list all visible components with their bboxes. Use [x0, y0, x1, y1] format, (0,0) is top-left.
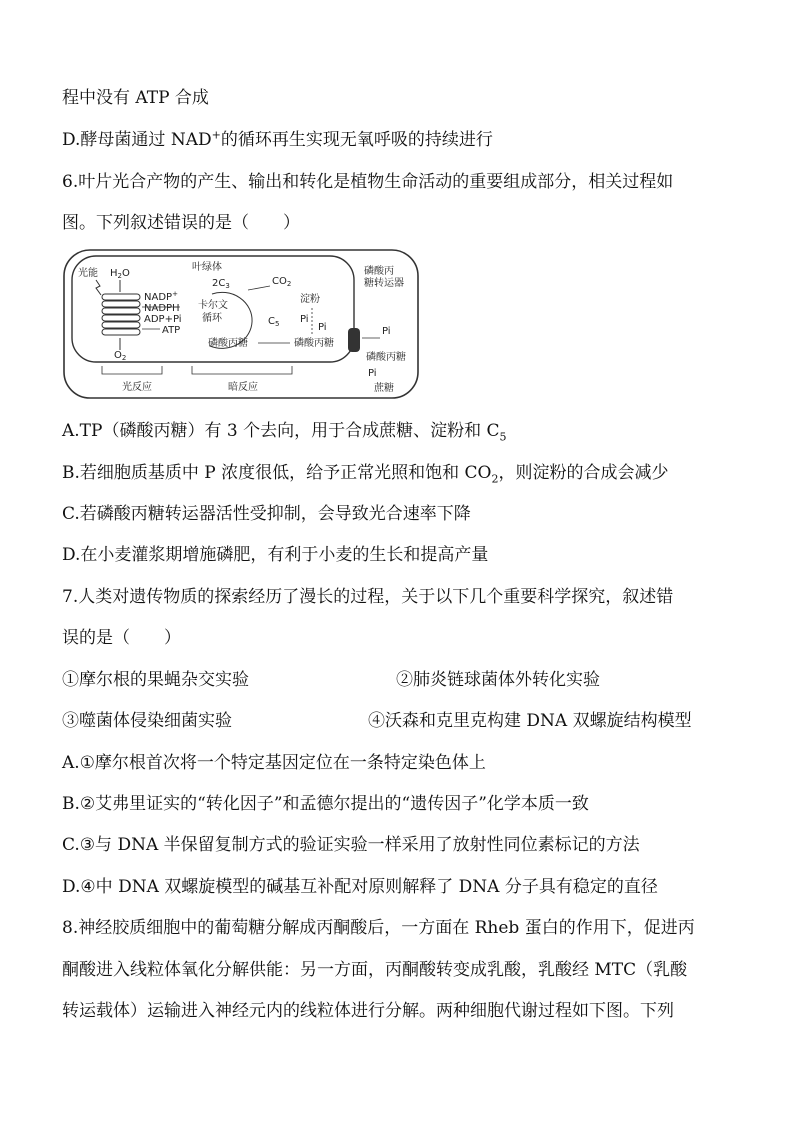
label-c3: $2C_3$: [212, 278, 230, 290]
label-pi-3: Pi: [382, 326, 391, 337]
label-adp: ADP+Pi: [144, 314, 182, 325]
label-tp-cyto: 磷酸丙糖: [366, 352, 406, 363]
option-6A: A.TP（磷酸丙糖）有 3 个去向，用于合成蔗糖、淀粉和 $C_5$: [62, 421, 507, 444]
label-pi-1: Pi: [300, 314, 309, 325]
option-7D: D.④中 DNA 双螺旋模型的碱基互补配对原则解释了 DNA 分子具有稳定的直径: [62, 877, 658, 897]
label-starch: 淀粉: [300, 294, 320, 305]
label-chloroplast: 叶绿体: [192, 262, 222, 273]
question-6-stem-cont: 图。下列叙述错误的是（ ）: [62, 213, 300, 233]
label-tp-out: 磷酸丙糖: [294, 338, 334, 349]
experiment-2: ②肺炎链球菌体外转化实验: [396, 670, 600, 690]
label-h2o: $H_2O$: [110, 268, 130, 280]
label-calvin-2: 循环: [202, 313, 222, 324]
label-transporter-1: 磷酸丙: [364, 266, 394, 277]
option-6B: B.若细胞质基质中 P 浓度很低，给予正常光照和饱和 $CO_2$，则淀粉的合成会减少: [62, 463, 669, 486]
photosynthesis-diagram: [62, 246, 422, 402]
label-nadph: NADPH: [144, 303, 180, 314]
question-8-stem-cont-1: 酮酸进入线粒体氧化分解供能：另一方面，丙酮酸转变成乳酸，乳酸经 MTC（乳酸: [62, 960, 688, 980]
light-arrow-icon: [96, 280, 101, 295]
option-7B: B.②艾弗里证实的“转化因子”和孟德尔提出的“遗传因子”化学本质一致: [62, 794, 589, 814]
label-c5: $C_5$: [268, 316, 280, 328]
option-6C: C.若磷酸丙糖转运器活性受抑制，会导致光合速率下降: [62, 504, 471, 524]
option-7A: A.①摩尔根首次将一个特定基因定位在一条特定染色体上: [62, 753, 486, 773]
label-light-reaction: 光反应: [122, 382, 152, 393]
question-7-stem-cont: 误的是（ ）: [62, 628, 181, 648]
line-1: 程中没有 ATP 合成: [62, 88, 209, 108]
label-sucrose: 蔗糖: [374, 383, 394, 394]
experiment-3: ③噬菌体侵染细菌实验: [62, 711, 232, 731]
label-dark-reaction: 暗反应: [228, 382, 258, 393]
label-pi-2: Pi: [318, 322, 327, 333]
label-o2: $O_2$: [114, 350, 127, 362]
label-co2: $CO_2$: [272, 276, 292, 288]
co2-arrow: [248, 286, 270, 290]
question-8-stem: 8.神经胶质细胞中的葡萄糖分解成丙酮酸后，一方面在 Rheb 蛋白的作用下，促进丙: [62, 918, 695, 938]
label-nadp: NADP+: [144, 290, 178, 303]
label-tp-inside: 磷酸丙糖: [208, 338, 248, 349]
option-D-prev: D.酵母菌通过 NAD+的循环再生实现无氧呼吸的持续进行: [62, 128, 493, 150]
label-pi-4: Pi: [368, 368, 377, 379]
question-6-stem: 6.叶片光合产物的产生、输出和转化是植物生命活动的重要组成部分，相关过程如: [62, 172, 674, 192]
label-light: 光能: [78, 268, 98, 279]
question-7-stem: 7.人类对遗传物质的探索经历了漫长的过程，关于以下几个重要科学探究，叙述错: [62, 587, 674, 607]
option-6D: D.在小麦灌浆期增施磷肥，有利于小麦的生长和提高产量: [62, 545, 489, 565]
transporter-icon: [348, 328, 360, 352]
experiment-1: ①摩尔根的果蝇杂交实验: [62, 670, 249, 690]
bracket-dark-reaction: [192, 366, 292, 374]
thylakoid-stack: [102, 294, 140, 335]
label-transporter-2: 糖转运器: [364, 278, 404, 289]
option-7C: C.③与 DNA 半保留复制方式的验证实验一样采用了放射性同位素标记的方法: [62, 835, 640, 855]
question-8-stem-cont-2: 转运载体）运输进入神经元内的线粒体进行分解。两种细胞代谢过程如下图。下列: [62, 1001, 674, 1021]
label-atp: ATP: [162, 325, 181, 336]
experiment-4: ④沃森和克里克构建 DNA 双螺旋结构模型: [368, 711, 692, 731]
label-calvin-1: 卡尔文: [198, 300, 228, 311]
bracket-light-reaction: [102, 366, 162, 374]
